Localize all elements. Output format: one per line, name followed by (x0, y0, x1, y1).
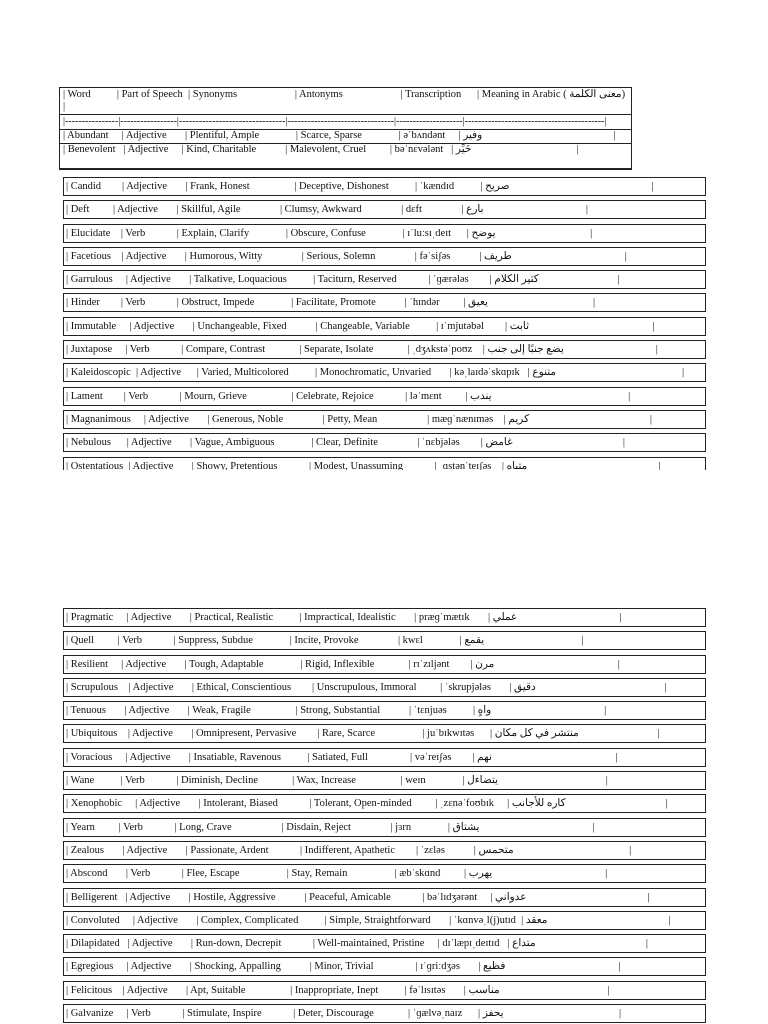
table-row: | Scrupulous | Adjective | Ethical, Conscientious | Unscrupulous, Immoral | ˈskrupjələs | دقيق | (63, 678, 706, 697)
table-row: | Belligerent | Adjective | Hostile, Aggressive | Peaceful, Amicable | bəˈlɪdʒərənt | عدواني | (63, 888, 706, 907)
table-row: | Pragmatic | Adjective | Practical, Realistic | Impractical, Idealistic | præɡˈmætɪk | عملي | (63, 608, 706, 627)
table-row: | Zealous | Adjective | Passionate, Ardent | Indifferent, Apathetic | ˈzɛləs | متحمس | (63, 841, 706, 860)
table-row: | Hinder | Verb | Obstruct, Impede | Facilitate, Promote | ˈhɪndər | يعيق | (63, 293, 706, 312)
table-row: | Facetious | Adjective | Humorous, Witty | Serious, Solemn | fəˈsiʃəs | طريف | (63, 247, 706, 266)
table-row: | Xenophobic | Adjective | Intolerant, Biased | Tolerant, Open-minded | ˌzɛnəˈfoʊbɪk | كاره للأجانب | (63, 794, 706, 813)
table-row: | Garrulous | Adjective | Talkative, Loquacious | Taciturn, Reserved | ˈɡærələs | كثير الكلام | (63, 270, 706, 289)
table-row: | Abscond | Verb | Flee, Escape | Stay, Remain | æbˈskɑnd | يهرب | (63, 864, 706, 883)
table-row: | Resilient | Adjective | Tough, Adaptable | Rigid, Inflexible | rɪˈzɪljənt | مرن | (63, 655, 706, 674)
table-row: | Convoluted | Adjective | Complex, Complicated | Simple, Straightforward | ˈkɑnvəˌl(j)utɪd | معقد | (63, 911, 706, 930)
table-row: | Magnanimous | Adjective | Generous, Noble | Petty, Mean | mæɡˈnænɪməs | كريم | (63, 410, 706, 429)
word-list-page-one (63, 177, 706, 470)
table-row: | Immutable | Adjective | Unchangeable, Fixed | Changeable, Variable | ɪˈmjutəbəl | ثابت | (63, 317, 706, 336)
table-row: | Elucidate | Verb | Explain, Clarify | Obscure, Confuse | ɪˈluːsɪˌdeɪt | يوضح | (63, 224, 706, 243)
table-row: | Egregious | Adjective | Shocking, Appalling | Minor, Trivial | ɪˈɡriːdʒəs | فظيع | (63, 957, 706, 976)
word-list-page-two (63, 608, 706, 1023)
table-row: | Wane | Verb | Diminish, Decline | Wax, Increase | weɪn | يتضاءل | (63, 771, 706, 790)
table-row: | Galvanize | Verb | Stimulate, Inspire | Deter, Discourage | ˈɡælvəˌnaɪz | يحفز | (63, 1004, 706, 1023)
table-row: | Quell | Verb | Suppress, Subdue | Incite, Provoke | kwɛl | يقمع | (63, 631, 706, 650)
table-row: | Ostentatious | Adjective | Showy, Pretentious | Modest, Unassuming | ˌɑstənˈteɪʃəs | متباه | (63, 457, 706, 470)
table-row: | Candid | Adjective | Frank, Honest | Deceptive, Dishonest | ˈkændɪd | صريح | (63, 177, 706, 196)
table-row: | Felicitous | Adjective | Apt, Suitable | Inappropriate, Inept | fəˈlɪsɪtəs | مناسب | (63, 981, 706, 1000)
table-row: | Yearn | Verb | Long, Crave | Disdain, Reject | jɜrn | يشتاق | (63, 818, 706, 837)
table-row: | Tenuous | Adjective | Weak, Fragile | Strong, Substantial | ˈtɛnjuəs | واهٍ | (63, 701, 706, 720)
table-separator-row: |----------------|-----------------|--------------------------------|--------------------------------|--------------------|------------------------------------------| (60, 115, 631, 130)
table-row: | Juxtapose | Verb | Compare, Contrast | Separate, Isolate | ˌdʒʌkstəˈpoʊz | يضع جنبًا إلى جنب | (63, 340, 706, 359)
page-one (0, 0, 768, 470)
table-row: | Ubiquitous | Adjective | Omnipresent, Pervasive | Rare, Scarce | juˈbɪkwɪtəs | منتشر في كل مكان | (63, 724, 706, 743)
table-row: | Voracious | Adjective | Insatiable, Ravenous | Satiated, Full | vəˈreɪʃəs | نهم | (63, 748, 706, 767)
table-header-row: | Word | Part of Speech | Synonyms | Antonyms | Transcription | Meaning in Arabic ( معنى الكلمة) | (60, 88, 631, 115)
table-row: | Deft | Adjective | Skillful, Agile | Clumsy, Awkward | dɛft | بارع | (63, 200, 706, 219)
table-row: | Abundant | Adjective | Plentiful, Ample | Scarce, Sparse | əˈbʌndənt | وفير | (60, 130, 631, 144)
header-table (59, 87, 647, 170)
table-row: | Nebulous | Adjective | Vague, Ambiguous | Clear, Definite | ˈnɛbjələs | غامض | (63, 433, 706, 452)
table-row: | Dilapidated | Adjective | Run-down, Decrepit | Well-maintained, Pristine | dɪˈlæpɪˌdeɪtɪd | متداع | (63, 934, 706, 953)
table-row: | Benevolent | Adjective | Kind, Charitable | Malevolent, Cruel | bəˈnɛvələnt | خَيِّر | (60, 144, 631, 169)
table-row: | Lament | Verb | Mourn, Grieve | Celebrate, Rejoice | ləˈmɛnt | يندب | (63, 387, 706, 406)
table-row: | Kaleidoscopic | Adjective | Varied, Multicolored | Monochromatic, Unvaried | kəˌlaɪdəˈskɑpɪk | متنوع | (63, 363, 706, 382)
